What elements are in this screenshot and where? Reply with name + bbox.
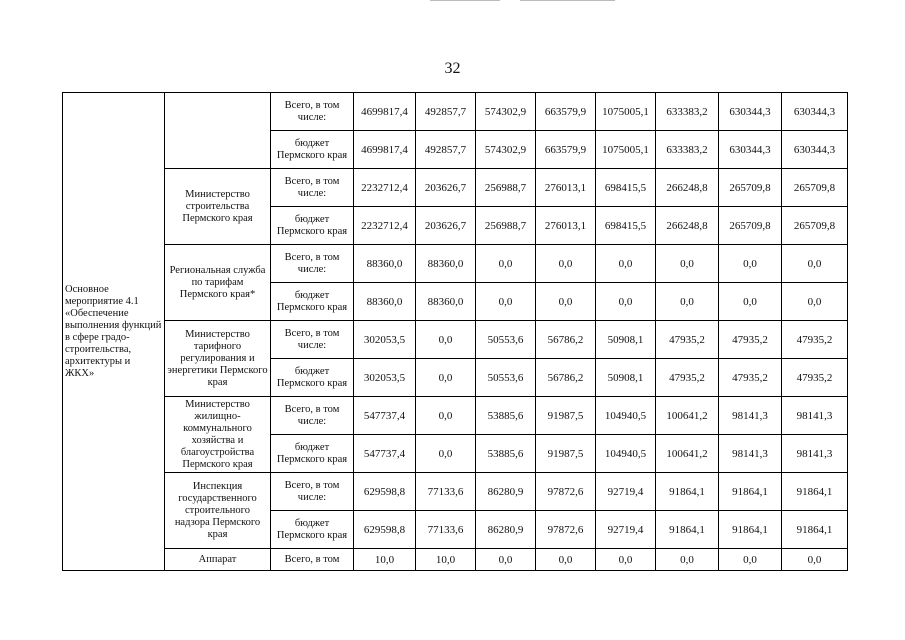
value-cell: 302053,5 [354,359,416,397]
value-cell: 0,0 [596,283,656,321]
measure-name-cell: Основное мероприятие 4.1 «Обеспечение выполнения функций в сфере градо-строительства, архитектуры и ЖКХ» [63,93,165,571]
value-cell: 256988,7 [476,207,536,245]
funding-source-cell: бюджет Пермского края [271,511,354,549]
value-cell: 266248,8 [656,169,719,207]
value-cell: 0,0 [656,245,719,283]
value-cell: 0,0 [416,435,476,473]
value-cell: 91864,1 [719,511,782,549]
value-cell: 265709,8 [719,207,782,245]
value-cell: 0,0 [416,359,476,397]
value-cell: 50908,1 [596,359,656,397]
value-cell: 47935,2 [656,321,719,359]
value-cell: 265709,8 [782,169,848,207]
value-cell: 0,0 [719,283,782,321]
funding-source-cell: бюджет Пермского края [271,359,354,397]
executor-cell: Министерство жилищно-коммунального хозяйства и благоустройства Пермского края [165,397,271,473]
value-cell: 88360,0 [416,245,476,283]
value-cell: 50553,6 [476,321,536,359]
value-cell: 86280,9 [476,511,536,549]
funding-source-cell: Всего, в том числе: [271,321,354,359]
value-cell: 629598,8 [354,511,416,549]
value-cell: 547737,4 [354,397,416,435]
funding-source-cell: бюджет Пермского края [271,207,354,245]
table-row [63,93,848,131]
value-cell: 630344,3 [719,131,782,169]
value-cell: 492857,7 [416,93,476,131]
value-cell: 2232712,4 [354,169,416,207]
value-cell: 91864,1 [782,511,848,549]
value-cell: 1075005,1 [596,131,656,169]
value-cell: 0,0 [719,245,782,283]
funding-source-cell: Всего, в том числе: [271,245,354,283]
value-cell: 0,0 [596,549,656,571]
value-cell: 256988,7 [476,169,536,207]
value-cell: 633383,2 [656,131,719,169]
value-cell: 630344,3 [782,93,848,131]
value-cell: 91864,1 [656,511,719,549]
value-cell: 77133,6 [416,473,476,511]
value-cell: 91987,5 [536,435,596,473]
value-cell: 88360,0 [354,245,416,283]
value-cell: 265709,8 [782,207,848,245]
value-cell: 0,0 [416,321,476,359]
value-cell: 100641,2 [656,435,719,473]
funding-source-cell: Всего, в том числе: [271,93,354,131]
value-cell: 86280,9 [476,473,536,511]
value-cell: 0,0 [536,245,596,283]
funding-source-cell: бюджет Пермского края [271,435,354,473]
funding-source-cell: Всего, в том числе: [271,473,354,511]
scan-artifact [520,0,615,1]
value-cell: 50908,1 [596,321,656,359]
value-cell: 630344,3 [719,93,782,131]
table-row [63,549,848,571]
value-cell: 47935,2 [782,359,848,397]
executor-cell: Аппарат [165,549,271,571]
funding-source-cell: Всего, в том числе: [271,169,354,207]
value-cell: 698415,5 [596,207,656,245]
value-cell: 266248,8 [656,207,719,245]
value-cell: 276013,1 [536,207,596,245]
value-cell: 0,0 [476,283,536,321]
value-cell: 633383,2 [656,93,719,131]
value-cell: 276013,1 [536,169,596,207]
table-row [63,397,848,435]
value-cell: 265709,8 [719,169,782,207]
value-cell: 1075005,1 [596,93,656,131]
table-row [63,321,848,359]
value-cell: 10,0 [416,549,476,571]
value-cell: 98141,3 [782,435,848,473]
funding-source-cell: Всего, в том числе: [271,397,354,435]
value-cell: 53885,6 [476,397,536,435]
value-cell: 574302,9 [476,131,536,169]
value-cell: 98141,3 [719,435,782,473]
executor-cell: Министерство тарифного регулирования и энергетики Пермского края [165,321,271,397]
value-cell: 0,0 [536,283,596,321]
value-cell: 0,0 [476,549,536,571]
value-cell: 0,0 [416,397,476,435]
value-cell: 88360,0 [416,283,476,321]
table-row [63,245,848,283]
budget-table [62,92,848,571]
value-cell: 53885,6 [476,435,536,473]
value-cell: 104940,5 [596,397,656,435]
value-cell: 47935,2 [719,321,782,359]
table-row [63,473,848,511]
value-cell: 0,0 [476,245,536,283]
funding-source-cell: Всего, в том [271,549,354,571]
value-cell: 629598,8 [354,473,416,511]
value-cell: 98141,3 [782,397,848,435]
value-cell: 0,0 [782,245,848,283]
value-cell: 98141,3 [719,397,782,435]
value-cell: 574302,9 [476,93,536,131]
value-cell: 203626,7 [416,169,476,207]
value-cell: 547737,4 [354,435,416,473]
value-cell: 0,0 [656,549,719,571]
value-cell: 88360,0 [354,283,416,321]
executor-cell [165,93,271,169]
table-row [63,169,848,207]
funding-source-cell: бюджет Пермского края [271,131,354,169]
value-cell: 47935,2 [656,359,719,397]
value-cell: 203626,7 [416,207,476,245]
value-cell: 97872,6 [536,511,596,549]
value-cell: 47935,2 [719,359,782,397]
value-cell: 663579,9 [536,131,596,169]
value-cell: 0,0 [536,549,596,571]
value-cell: 2232712,4 [354,207,416,245]
value-cell: 47935,2 [782,321,848,359]
value-cell: 630344,3 [782,131,848,169]
value-cell: 56786,2 [536,321,596,359]
value-cell: 92719,4 [596,511,656,549]
value-cell: 0,0 [782,549,848,571]
value-cell: 492857,7 [416,131,476,169]
value-cell: 92719,4 [596,473,656,511]
executor-cell: Министерство строительства Пермского края [165,169,271,245]
value-cell: 56786,2 [536,359,596,397]
scan-artifact [430,0,500,1]
value-cell: 0,0 [656,283,719,321]
value-cell: 0,0 [719,549,782,571]
value-cell: 0,0 [782,283,848,321]
value-cell: 104940,5 [596,435,656,473]
value-cell: 91987,5 [536,397,596,435]
value-cell: 100641,2 [656,397,719,435]
value-cell: 0,0 [596,245,656,283]
value-cell: 77133,6 [416,511,476,549]
value-cell: 698415,5 [596,169,656,207]
value-cell: 97872,6 [536,473,596,511]
value-cell: 91864,1 [656,473,719,511]
value-cell: 4699817,4 [354,93,416,131]
value-cell: 91864,1 [719,473,782,511]
value-cell: 91864,1 [782,473,848,511]
executor-cell: Региональная служба по тарифам Пермского края* [165,245,271,321]
executor-cell: Инспекция государственного строительного надзора Пермского края [165,473,271,549]
value-cell: 10,0 [354,549,416,571]
value-cell: 4699817,4 [354,131,416,169]
value-cell: 50553,6 [476,359,536,397]
funding-source-cell: бюджет Пермского края [271,283,354,321]
value-cell: 302053,5 [354,321,416,359]
value-cell: 663579,9 [536,93,596,131]
page-number: 32 [444,60,461,77]
